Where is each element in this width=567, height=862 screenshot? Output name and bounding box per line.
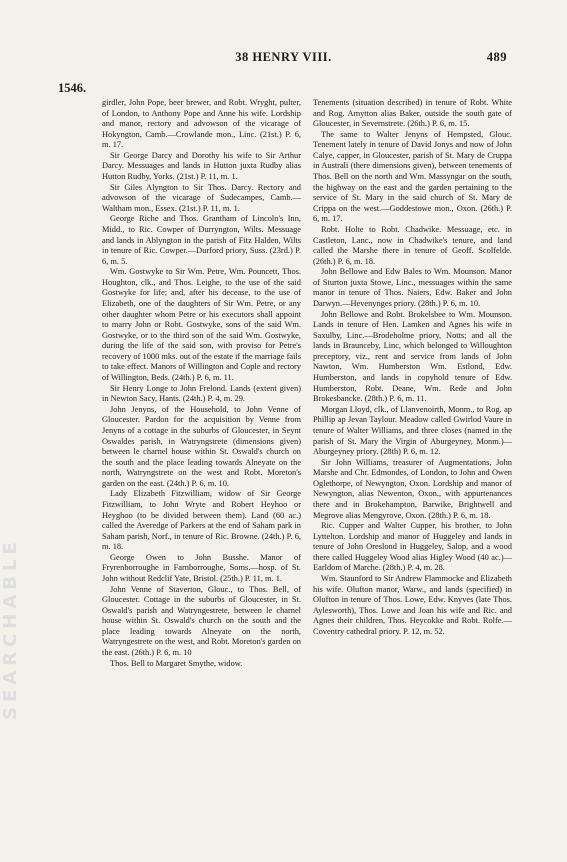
entry-paragraph: Sir George Darcy and Dorothy his wife to Sir Arthur Darcy. Messuages and lands in Hutton juxta Rudby alias Hutton Rudby, Yorks. (21st.) P. 11, m. 1. (102, 150, 301, 182)
left-column (102, 98, 301, 853)
library-stamp: SEARCHABLE (0, 537, 21, 720)
entry-paragraph: Sir Giles Alyngton to Sir Thos. Darcy. Rectory and advowson of the vicarage of Sudecampes, Camb.—Waltham mon., Essex. (21st.) P. 11, m. 1. (102, 182, 301, 213)
entry-paragraph: Lady Elizabeth Fitzwilliam, widow of Sir George Fitzwilliam, to John Wryte and Robert Heyhoo or Heyghoo (to be divided between them). Land (60 ac.) called the Averedge of Parkers at the end of Saham park in Saham parish, Norf., in tenure of Ric. Browne. (24th.) P. 6, m. 18. (102, 489, 301, 552)
entry-paragraph: George Riche and Thos. Grantham of Lincoln's Inn, Midd., to Ric. Cowper of Durryngton, Wilts. Messuage and lands in Ablyngton in the parish of Fitz Halden, Wilts in tenure of Ric. Cowper.—Durford priory, Suss. (23rd.) P. 6, m. 5. (102, 214, 301, 266)
entry-paragraph: Sir Henry Longe to John Frelond. Lands (extent given) in Newton Sacy, Hants. (24th.) P. 4, m. 29. (102, 383, 301, 404)
entry-paragraph: The same to Walter Jenyns of Hempsted, Glouc. Tenement lately in tenure of David Jonys and now of John Calye, capper, in Gloucester, parish of St. Mary de Cruppa in Australi (there dimensions given), between tenements of Thos. Bell on the north and Wm. Massyngar on the south, the highway on the east and the garden pertaining to the service of St. Mary in the said church of St. Mary de Crippa on the west.—Goddestowe mon., Oxon. (26th.) P. 6, m. 17. (313, 129, 512, 224)
entry-paragraph: Sir John Williams, treasurer of Augmentations, John Marshe and Chr. Edmondes, of London, to John and Owen Oglethorpe, of Newyngton, Oxon. Lordship and manor of Newyngton, alias Newenton, Oxon., with appurtenances there and in Brokehampton, Barwike, Brightwell and Megrove alias Mengyrove, Oxon. (28th.) P. 6, m. 18. (313, 457, 512, 520)
text-columns (102, 98, 512, 853)
entry-paragraph: Thos. Bell to Margaret Smythe, widow. (110, 658, 243, 668)
entry-paragraph: John Jenyns, of the Household, to John Venne of Gloucester. Pardon for the acquisition by Venne from Jenyns of a cottage in the suburbs of Gloucester, in Seynt Oswaldes parish, in Watryngstrete (dimensions given) between le charnel house within St. Oswald's church on the south and the place leading towards Alneyate on the north, Watryngstrete on the west and Robt. Moreton's garden on the east. (24th.) P. 6, m. 10. (102, 404, 301, 488)
entry-paragraph: John Venne of Staverton, Glouc., to Thos. Bell, of Gloucester. Cottage in the suburbs of Gloucester, in St. Oswald's parish and Watryngestrete, between le charnel house within St. Oswald's church on the south and the place leading towards Alneyate on the north, Watryngestrete on the west, and Robt. Moreton's garden on the east. (26th.) P. 6, m. 10 (102, 584, 301, 658)
entry-paragraph: George Owen to John Busshe. Manor of Fryrenborroughe in Farnborroughe, Soms.—hosp. of St. John without Redclif Yate, Bristol. (25th.) P. 11, m. 1. (102, 552, 301, 584)
entry-paragraph: John Bellowe and Edw Bales to Wm. Mounson. Manor of Sturton juxta Stowe, Linc., messuages within the same manor in tenure of Thos. Naiers, Edw. Baker and John Darwyn.—Hevenynges priory. (28th.) P. 6, m. 10. (313, 267, 512, 308)
entry-paragraph: Morgan Lloyd, clk., of Llanvenoirth, Monm., to Rog. ap Phillip ap Jevan Taylour. Meadow called Gwirlod Vaure in tenure of Walter Williams, and three closes (named in the parish of St. Mary the Virgin of Aburgeyney, Monm.)—Aburgeyney priory. (28th) P. 6, m. 12. (313, 404, 512, 457)
running-head (60, 50, 507, 66)
entry-paragraph: girdler, John Pope, beer brewer, and Robt. Wryght, pulter, of London, to Anthony Pope and Anne his wife. Lordship and manor, rectory and advowson of the vicarage of Hokyngton, Camb.—Crowlande mon., Linc. (21st.) P. 6, m. 17. (102, 98, 301, 150)
running-title: 38 HENRY VIII. (235, 50, 332, 64)
year-marginal: 1546. (58, 81, 87, 95)
entry-paragraph: Robt. Holte to Robt. Chadwike. Messuage, etc. in Castleton, Lanc., now in Chadwike's tenure, and land called the Marshe there in tenure of Geoff. Scolfelde. (26th.) P. 6, m. 18. (313, 224, 512, 266)
page-number: 489 (486, 50, 507, 64)
entry-paragraph: Wm. Gostwyke to Sir Wm. Petre, Wm. Pouncett, Thos. Houghton, clk., and Thos. Leighe, to the use of the said Gostwyke for life; and, after his decease, to the use of Elizabeth, one of the daughters of Sir Wm. Petre, or any other daughter whom Petre or his executors shall appoint to marry John or Robt. Gostwyke, sons of the said Wm. Gostwyke, or to the third son of the said Wm. Gostwyke, during the life of the said son, with proviso for Petre's recovery of 1000 mks. out of the estate if the marriage fails to take effect. Manors of Willington and Cople and rectory of Willington, Beds. (24th.) P. 6, m. 11. (102, 267, 301, 383)
right-column (313, 98, 512, 836)
entry-paragraph: Ric. Cupper and Walter Cupper, his brother, to John Lyttelton. Lordship and manor of Huggeley and lands in tenure of John Oreslond in Huggeley, Salop, and a wood there called Huggeley Wood alias Higley Wood (40 ac.)—Earldom of Marche. (28th.) P. 4, m. 28. (313, 521, 512, 573)
entry-paragraph: John Bellowe and Robt. Brokelsbee to Wm. Mounson. Lands in tenure of Hen. Lamken and Agnes his wife in Saxulby, Linc.—Brodeholme priory, Notts; and all the lands in Braunceby, Linc, which belonged to Willoughton preceptory, viz., rent and service from lands of John Nawton, Wm. Humberston Wm. Estlond, Edw. Humberston, and lands in copyhold tenure of Edw. Humberston, Robt. Deane, Wm. Rede and John Brokesbancke. (28th.) P. 6, m. 11. (313, 309, 512, 404)
entry-paragraph: Wm. Staunford to Sir Andrew Flammocke and Elizabeth his wife. Olufton manor, Warw., and lands (specified) in Olufton in tenure of Thos. Lowe, Edw. Knyves (late Thos. Aylesworth), Thos. Lowe and Joan his wife and Ric. and Agnes their children, Thos. Heycokke and Robt. Rolfe.—Coventry cathedral priory. P. 12, m. 52. (313, 574, 512, 636)
entry-paragraph: Tenements (situation described) in tenure of Robt. White and Rog. Amytton alias Baker, outside the south gate of Gloucester, in Severnstrete. (26th.) P. 6, m. 15. (313, 98, 512, 129)
